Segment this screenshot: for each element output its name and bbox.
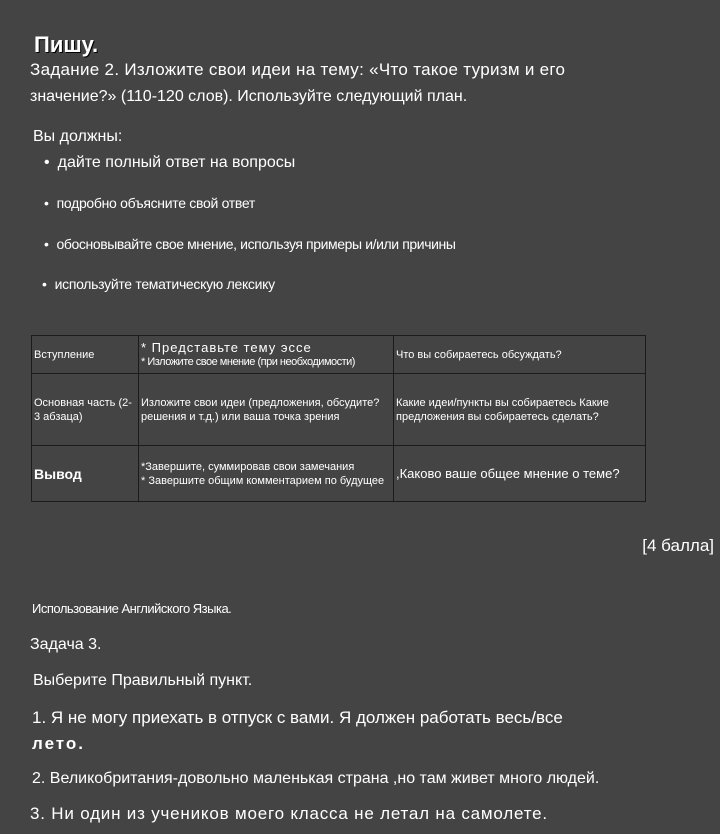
bullet-icon: • [44, 236, 49, 252]
task-3-heading: Задача 3. [30, 636, 102, 653]
table-cell-content: * Представьте тему эссе * Изложите свое мнение (при необходимости) [139, 336, 394, 374]
table-cell-question: ,Каково ваше общее мнение о теме? [394, 446, 646, 502]
table-cell-content: *Завершите, суммировав свои замечания * Завершите общим комментарием по будущее [139, 446, 394, 502]
requirement-item: • используйте тематическую лексику [42, 276, 275, 292]
question-1-continued: лето. [32, 734, 86, 753]
requirement-item: • обосновывайте свое мнение, используя примеры и/или причины [44, 236, 456, 252]
question-1: 1. Я не могу приехать в отпуск с вами. Я должен работать весь/все [32, 708, 563, 727]
requirements-heading: Вы должны: [33, 128, 123, 145]
table-row [32, 336, 646, 374]
table-cell-section: Вывод [32, 446, 139, 502]
instruction: Выберите Правильный пункт. [33, 672, 253, 689]
requirement-item: • дайте полный ответ на вопросы [44, 154, 296, 171]
table-cell-question: Какие идеи/пункты вы собираетесь Какие предложения вы собираетесь сделать? [394, 374, 646, 446]
bullet-icon: • [42, 276, 47, 292]
table-row [32, 446, 646, 502]
bullet-icon: • [44, 154, 50, 171]
question-3: 3. Ни один из учеников моего класса не летал на самолете. [30, 804, 548, 823]
bullet-icon: • [44, 195, 49, 211]
question-2: 2. Великобритания-довольно маленькая страна ,но там живет много людей. [32, 770, 600, 787]
table-cell-section: Вступление [32, 336, 139, 374]
requirement-item: • подробно объясните свой ответ [44, 195, 255, 211]
table-row [32, 374, 646, 446]
table-cell-section: Основная часть (2-3 абзаца) [32, 374, 139, 446]
essay-plan-table [31, 335, 646, 502]
section-heading: Использование Английского Языка. [32, 601, 232, 616]
page-title: Пишу. [34, 32, 99, 57]
score-label: [4 балла] [642, 536, 714, 555]
task-2-line-1: Задание 2. Изложите свои идеи на тему: «Что такое туризм и его [30, 60, 566, 79]
task-2-line-2: значение?» (110-120 слов). Используйте следующий план. [30, 88, 468, 105]
table-cell-question: Что вы собираетесь обсуждать? [394, 336, 646, 374]
table-cell-content: Изложите свои идеи (предложения, обсудите? решения и т.д.) или ваша точка зрения [139, 374, 394, 446]
